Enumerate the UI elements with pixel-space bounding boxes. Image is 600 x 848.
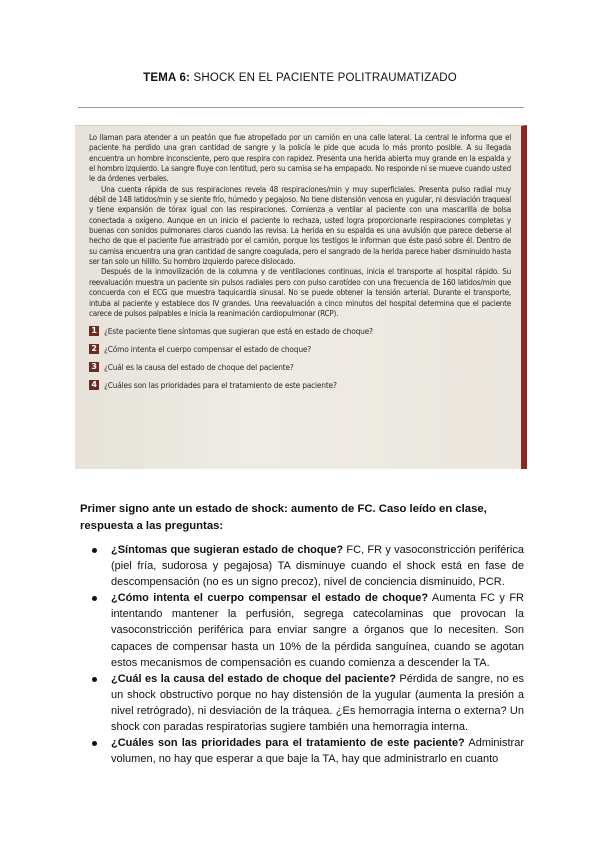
question-text: ¿Cuál es la causa del estado de choque del paciente? [104,362,294,373]
case-paragraph-3: Después de la inmovilización de la columna y de ventilaciones continuas, inicia el transporte al hospital rápido. Su reevaluación muestra un paciente sin pulsos radiales pero con pulso carotídeo con una frecuencia de 160 latidos/min que concuerda con el ECG que muestra taquicardia sinusal. No se puede obtener la tensión arterial. Durante el transporte, intuba al paciente y establece dos IV grandes. Una reevaluación a cinco minutos del hospital determina que el paciente carece de pulsos palpables e inicia la reanimación cardiopulmonar (RCP). [89,266,511,318]
tema-title: SHOCK EN EL PACIENTE POLITRAUMATIZADO [193,72,457,84]
bullet-icon [92,548,97,553]
answer-item-1 [92,542,524,590]
answer-text: Aumenta FC y FR intentando mantener la perfusión, segrega catecolaminas que provocan la vasoconstricción periférica para enviar sangre a órganos que lo necesiten. Son capaces de compensar hasta un 10% de la pérdida sanguínea, cuando se agotan estos mecanismos de compensación es cuando comienza a descender la TA. [111,592,524,669]
bullet-icon [92,677,97,682]
answer-item-4 [92,735,524,767]
answers-list [92,542,524,767]
case-question-1 [89,322,511,340]
question-text: ¿Este paciente tiene síntomas que sugieran que está en estado de choque? [104,326,373,337]
tema-label: TEMA 6: [143,72,191,84]
case-question-3 [89,358,511,376]
bullet-icon [92,596,97,601]
answer-text: Administrar volumen, no hay que esperar a que baje la TA, hay que administrarlo en cuanto [111,737,524,766]
case-scan-image [75,125,527,469]
case-questions [89,322,511,394]
bullet-icon [92,741,97,746]
question-text: ¿Cuáles son las prioridades para el tratamiento de este paciente? [104,380,337,391]
case-paragraph-1: Lo llaman para atender a un peatón que fue atropellado por un camión en una calle lateral. La central le informa que el paciente ha perdido una gran cantidad de sangre y la policía le pide que acuda lo más pronto posible. A su llegada encuentra un hombre inconsciente, pero que respira con rapidez. Presenta una herida abierta muy grande en la espalda y el hombro izquierdo. La sangre fluye con lentitud, pero su camisa se ha empapado. No responde ni se mueve cuando usted le da órdenes verbales. [89,132,511,184]
question-number: 3 [89,362,99,372]
case-question-4 [89,376,511,394]
answer-item-2 [92,590,524,670]
title-divider [78,107,524,108]
answers-intro: Primer signo ante un estado de shock: aumento de FC. Caso leído en clase, respuesta a las preguntas: [80,503,487,532]
document-title [0,72,600,84]
question-text: ¿Cómo intenta el cuerpo compensar el estado de choque? [104,344,312,355]
case-question-2 [89,340,511,358]
question-number: 4 [89,380,99,390]
answer-question: ¿Cómo intenta el cuerpo compensar el estado de choque? [111,592,429,605]
answer-item-3 [92,671,524,735]
answer-text: FC, FR y vasoconstricción periférica (piel fría, sudorosa y pegajosa) TA disminuye cuando el shock está en fase de descompensación (no es un signo precoz), nivel de conciencia disminuido, PCR. [111,544,524,589]
answer-text: Pérdida de sangre, no es un shock obstructivo porque no hay distensión de la yugular (aumenta la presión a nivel retrógrado), ni desviación de la tráquea. ¿Es hemorragia interna o externa? Un shock con paradas respiratorias sugiere también una hemorragia interna. [111,672,524,734]
answer-question: ¿Cuál es la causa del estado de choque del paciente? [111,672,396,685]
case-paragraph-2: Una cuenta rápida de sus respiraciones revela 48 respiraciones/min y muy superficiales. Presenta pulso radial muy débil de 148 latidos/min y se siente frío, húmedo y pegajoso. No tiene distensión venosa en yugular, ni desviación traqueal y tiene expansión de tórax igual con las respiraciones. Comienza a ventilar al paciente con una mascarilla de bolsa conectada a oxígeno. Aunque en un inicio el paciente lo rechaza, usted logra proporcionarle respiraciones completas y buenas con sonidos pulmonares claros cuando las revisa. La herida en su espalda es una avulsión que parece deberse al hecho de que el paciente fue arrastrado por el camión, porque los testigos le informan que éste pasó sobre él. Dentro de su camisa encuentra una gran cantidad de sangre coagulada, pero el sangrado de la herida parece haber disminuido hasta ser tan solo un hilillo. Su hombro izquierdo parece dislocado. [89,183,511,267]
question-number: 2 [89,344,99,354]
question-number: 1 [89,326,99,336]
answer-question: ¿Síntomas que sugieran estado de choque? [111,544,344,556]
answer-question: ¿Cuáles son las prioridades para el tratamiento de este paciente? [111,737,465,750]
